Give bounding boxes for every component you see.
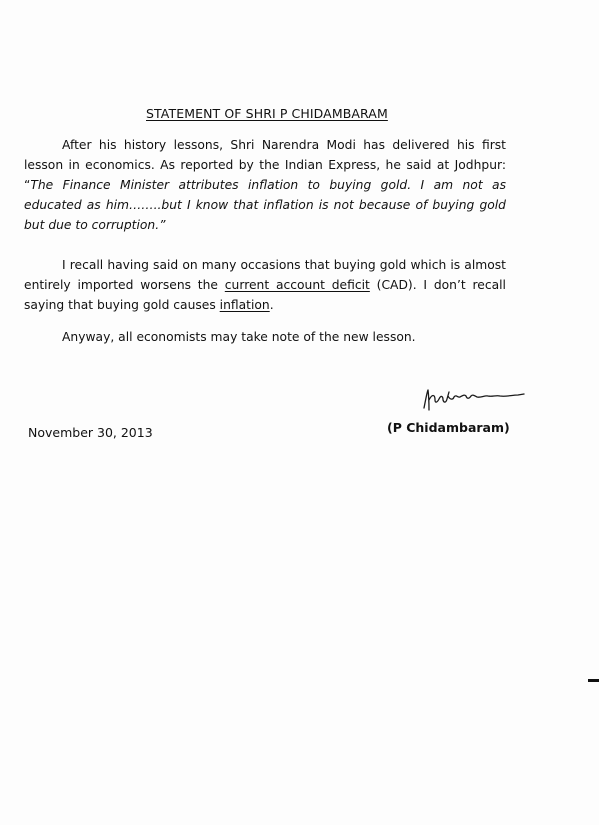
paragraph-2-after: .	[269, 298, 274, 312]
paragraph-3-text: Anyway, all economists may take note of the new lesson.	[62, 330, 416, 344]
link-current-account-deficit[interactable]: current account deficit	[224, 278, 370, 292]
statement-title: STATEMENT OF SHRI P CHIDAMBARAM	[146, 106, 388, 121]
link-inflation[interactable]: inflation	[219, 298, 270, 312]
paragraph-1-text: After his history lessons, Shri Narendra Modi has delivered his first lesson in economics. As reported by the Indian Express, he said at Jodhpur: “	[24, 138, 506, 192]
statement-date: November 30, 2013	[28, 425, 153, 440]
page-edge-mark	[588, 679, 599, 682]
paragraph-2-before: I recall having said on many occasions that buying gold which is almost entirely imported worsens the	[24, 258, 506, 292]
paragraph-2-middle: (CAD). I don’t recall saying that buying gold causes	[24, 278, 506, 312]
paragraph-1-quote: The Finance Minister attributes inflation to buying gold. I am not as educated as him……..but I know that inflation is not because of buying gold but due to corruption.”	[24, 178, 506, 232]
handwritten-signature	[420, 384, 530, 414]
paragraph-2	[24, 255, 506, 315]
paragraph-1	[24, 135, 506, 235]
signer-name: (P Chidambaram)	[387, 420, 510, 435]
paragraph-3	[24, 327, 506, 347]
